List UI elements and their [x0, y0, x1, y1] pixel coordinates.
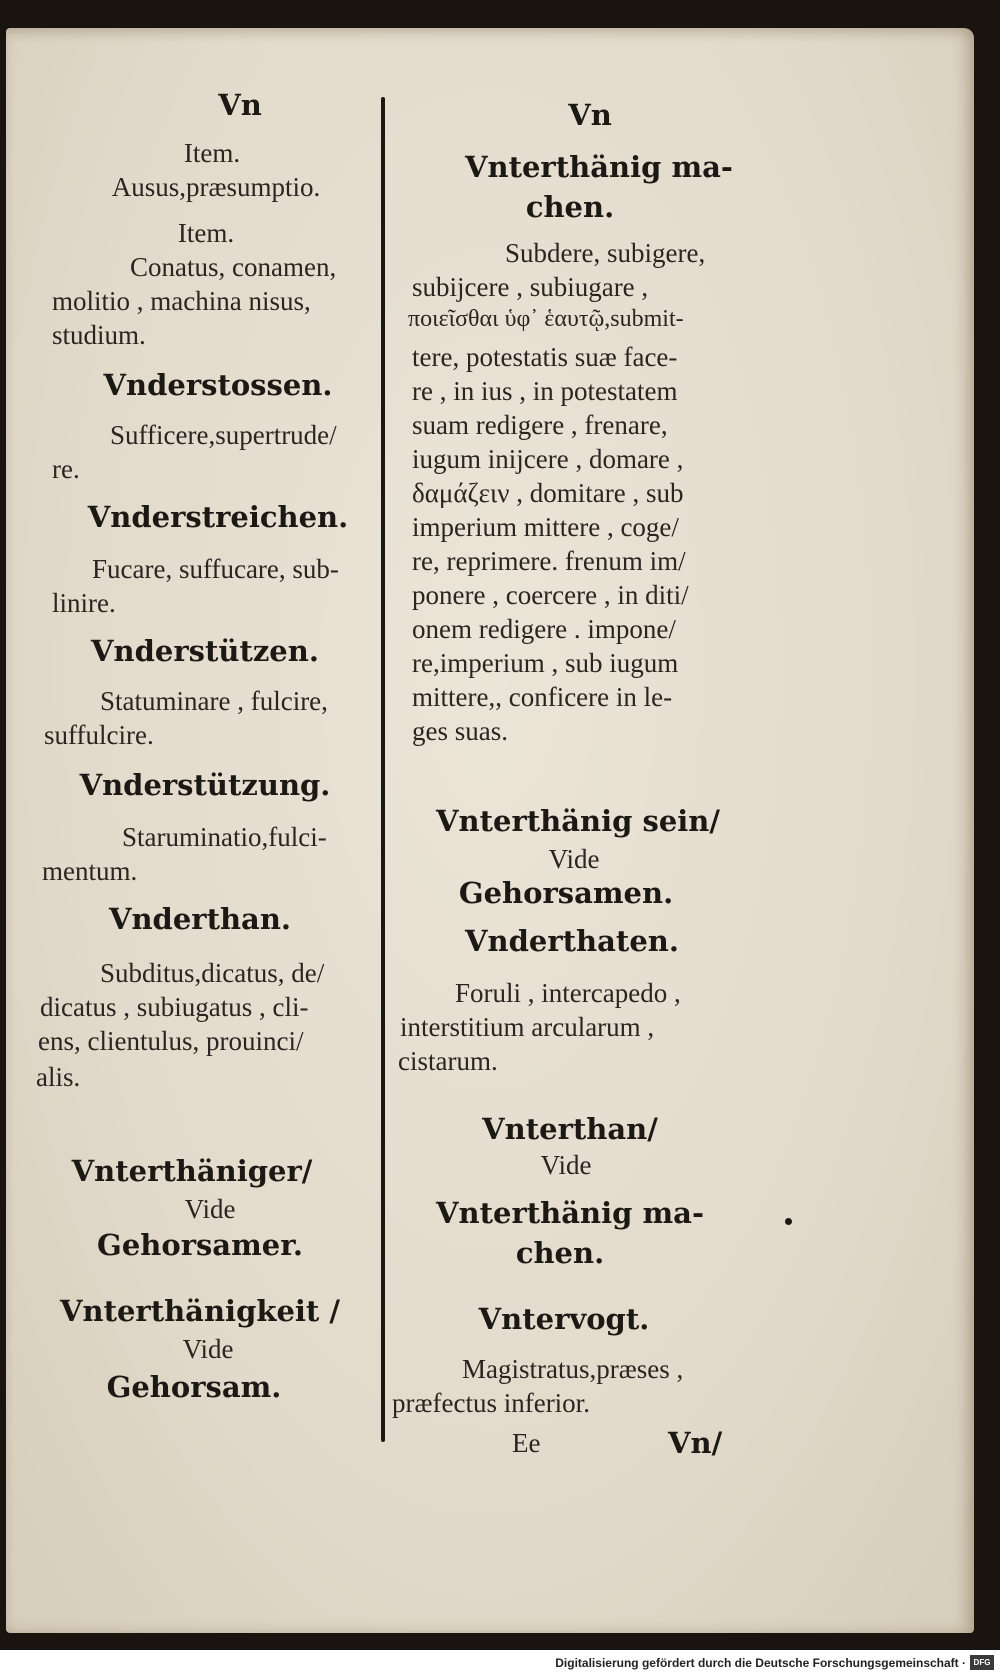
- dfg-logo-icon: DFG: [970, 1655, 994, 1670]
- right-headword: Gehorsamen.: [458, 876, 674, 910]
- left-running-head: Vn: [218, 88, 262, 122]
- left-line: molitio , machina nisus,: [52, 286, 311, 316]
- left-headword: Vnterthäniger/: [71, 1154, 313, 1188]
- left-line: Vide: [182, 1334, 234, 1364]
- right-headword: Vnterthänig ma-: [465, 150, 733, 184]
- right-line: cistarum.: [398, 1046, 498, 1076]
- left-line: Ausus,præsumptio.: [111, 172, 321, 202]
- right-line: ποιεῖσθαι ὑφ᾽ ἑαυτῷ,submit-: [408, 306, 684, 332]
- right-headword: Vnterthänig sein/: [436, 804, 720, 838]
- right-line: mittere,, conficere in le-: [412, 682, 673, 712]
- right-line: ponere , coercere , in diti/: [412, 580, 689, 610]
- footer-bar: [0, 1650, 1000, 1678]
- right-line: interstitium arcularum ,: [400, 1012, 655, 1042]
- right-line: iugum inijcere , domare ,: [412, 444, 684, 474]
- left-headword: Gehorsam.: [106, 1370, 282, 1404]
- left-headword: Vnderstützen.: [91, 634, 319, 668]
- right-headword: chen.: [515, 1236, 605, 1270]
- right-line: Subdere, subigere,: [505, 238, 706, 268]
- left-line: re.: [52, 454, 80, 484]
- right-line: ges suas.: [412, 716, 508, 746]
- left-headword: Gehorsamer.: [97, 1228, 303, 1262]
- right-line: Magistratus,præses ,: [462, 1354, 684, 1384]
- left-line: mentum.: [42, 856, 138, 886]
- right-line: re , in ius , in potestatem: [412, 376, 678, 406]
- left-line: Vide: [184, 1194, 236, 1224]
- catchword: Vn/: [668, 1426, 723, 1460]
- right-headword: Vnterthänig ma-: [436, 1196, 704, 1230]
- right-line: suam redigere , frenare,: [412, 410, 668, 440]
- left-line: Subditus,dicatus, de/: [100, 958, 325, 988]
- left-headword: Vnterthänigkeit /: [59, 1294, 341, 1328]
- right-line: Vide: [540, 1150, 592, 1180]
- right-line: tere, potestatis suæ face-: [412, 342, 678, 372]
- right-line: præfectus inferior.: [392, 1388, 590, 1418]
- left-line: studium.: [52, 320, 146, 350]
- ink-dot: [785, 1218, 792, 1225]
- catchword-signature: Ee: [512, 1428, 541, 1458]
- right-line: δαμάζειν , domitare , sub: [412, 478, 684, 508]
- right-line: re, reprimere. frenum im/: [412, 546, 686, 576]
- left-headword: Vnderstreichen.: [87, 500, 349, 534]
- left-line: Statuminare , fulcire,: [100, 686, 328, 716]
- left-line: linire.: [52, 588, 116, 618]
- column-divider-rule: [381, 97, 385, 1442]
- right-line: subijcere , subiugare ,: [412, 272, 649, 302]
- left-line: ens, clientulus, prouinci/: [38, 1026, 304, 1056]
- left-headword: Vnderstützung.: [79, 768, 331, 802]
- right-line: Foruli , intercapedo ,: [455, 978, 681, 1008]
- footer-credit: Digitalisierung gefördert durch die Deutsche Forschungsgemeinschaft ·: [555, 1656, 966, 1670]
- right-line: re,imperium , sub iugum: [412, 648, 679, 678]
- left-headword: Vnderthan.: [108, 902, 292, 936]
- right-headword: chen.: [525, 190, 615, 224]
- left-headword: Vnderstossen.: [103, 368, 333, 402]
- left-line: suffulcire.: [44, 720, 154, 750]
- left-line: Fucare, suffucare, sub-: [92, 554, 339, 584]
- left-line: dicatus , subiugatus , cli-: [40, 992, 309, 1022]
- right-running-head: Vn: [568, 98, 612, 132]
- right-headword: Vnterthan/: [482, 1112, 658, 1146]
- right-line: imperium mittere , coge/: [412, 512, 679, 542]
- left-line: Item.: [177, 218, 235, 248]
- left-line: Sufficere,supertrude/: [110, 420, 337, 450]
- left-line: Staruminatio,fulci-: [122, 822, 327, 852]
- right-headword: Vntervogt.: [478, 1302, 650, 1336]
- right-headword: Vnderthaten.: [465, 924, 679, 958]
- left-line: Item.: [183, 138, 241, 168]
- left-line: Conatus, conamen,: [130, 252, 337, 282]
- right-line: Vide: [548, 844, 600, 874]
- left-line: alis.: [36, 1062, 81, 1092]
- right-line: onem redigere . impone/: [412, 614, 676, 644]
